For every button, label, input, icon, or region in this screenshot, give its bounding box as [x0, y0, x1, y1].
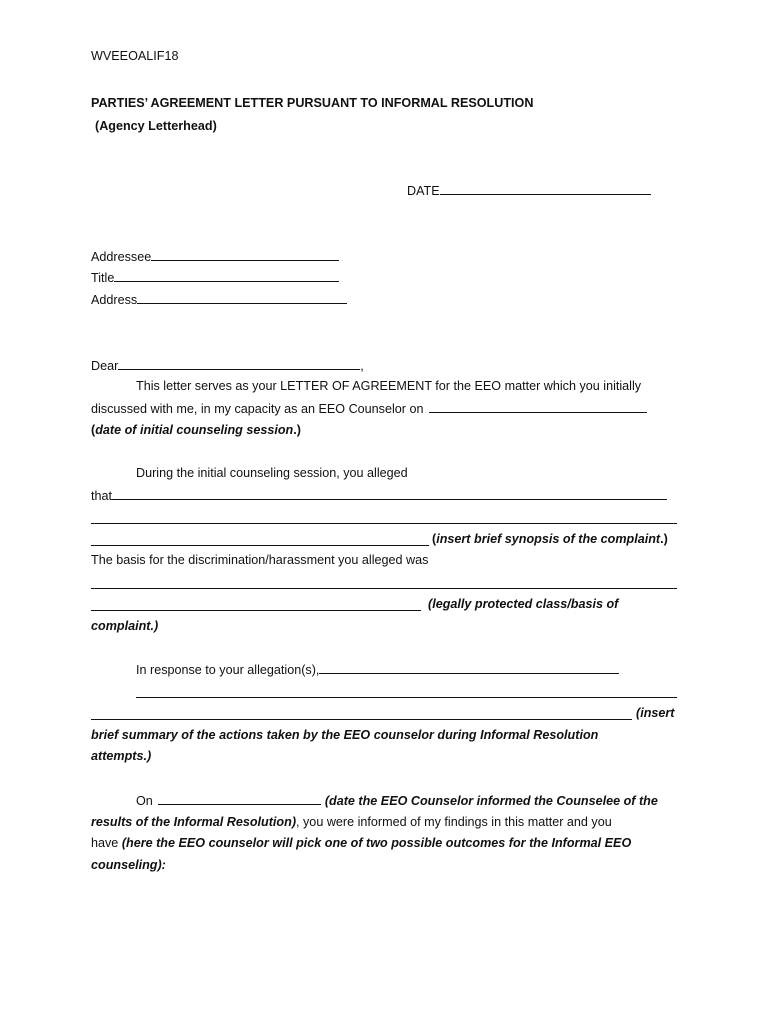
response-blank-1[interactable] — [319, 661, 619, 674]
title-line — [91, 269, 339, 286]
paragraph2-line1-text: During the initial counseling session — [136, 466, 337, 480]
response-note-line2: brief summary of the actions taken by the EEO counselor during Informal Resolution — [91, 728, 599, 742]
paragraph4-line1-text: In response to your allegation(s), — [136, 663, 320, 677]
dear-label: Dear — [91, 359, 119, 373]
basis-blank-2[interactable] — [91, 610, 421, 611]
addressee-label: Addressee — [91, 250, 152, 264]
paragraph3-line1: The basis for the discrimination/harassment you alleged was — [91, 553, 429, 567]
date-blank[interactable] — [440, 182, 651, 195]
that-label: that — [91, 489, 113, 503]
paragraph5-line4: counseling): — [91, 858, 166, 872]
paragraph1-open-paren: ( — [91, 423, 96, 437]
title-label: Title — [91, 271, 115, 285]
salutation-line — [91, 357, 364, 374]
findings-date-blank[interactable] — [158, 792, 321, 805]
paragraph2-line1-tail: , you alleged — [336, 466, 408, 480]
have-label: have — [91, 836, 119, 850]
paragraph1-instruction: date of initial counseling session — [95, 423, 294, 437]
address-label: Address — [91, 293, 138, 307]
outcome-instruction: (here the EEO counselor will pick one of two possible outcomes for the Informal EEO — [121, 836, 632, 850]
synopsis-instruction: insert brief synopsis of the complaint — [436, 532, 661, 546]
paragraph5-line1 — [136, 792, 658, 809]
paragraph5-line2-text: , you were informed of my findings in this matter and you — [296, 815, 612, 829]
letterhead-placeholder: (Agency Letterhead) — [95, 119, 217, 133]
paragraph1-line2 — [91, 400, 647, 417]
paragraph2-that-line — [91, 487, 667, 504]
date-label: DATE — [407, 184, 440, 198]
response-blank-3[interactable] — [91, 719, 632, 720]
date-line — [407, 182, 651, 199]
paragraph5-line3 — [91, 835, 631, 851]
basis-blank-1[interactable] — [91, 588, 677, 589]
addressee-blank[interactable] — [151, 248, 339, 261]
paragraph1-line3 — [91, 422, 301, 438]
address-line — [91, 291, 347, 308]
synopsis-close-paren: .) — [660, 532, 668, 546]
counseling-date-blank[interactable] — [429, 400, 647, 413]
paragraph5-line2 — [91, 814, 612, 830]
paragraph1-close-paren: .) — [293, 423, 301, 437]
title-blank[interactable] — [114, 269, 339, 282]
salutation-blank[interactable] — [118, 357, 360, 370]
allegation-blank-3[interactable] — [91, 545, 429, 546]
response-blank-2[interactable] — [136, 697, 677, 698]
response-note-line3: attempts.) — [91, 749, 152, 763]
basis-note-line1: (legally protected class/basis of — [428, 597, 619, 611]
paragraph4-line1 — [136, 661, 619, 678]
findings-date-instruction: (date the EEO Counselor informed the Counselee of the — [324, 794, 658, 808]
paragraph1-line1: This letter serves as your LETTER OF AGREEMENT for the EEO matter which you initially — [136, 379, 642, 393]
salutation-comma: , — [360, 359, 364, 373]
addressee-line — [91, 248, 339, 265]
synopsis-open-paren: ( — [432, 532, 437, 546]
response-note-line1: (insert — [636, 706, 675, 720]
synopsis-note — [432, 531, 668, 547]
document-title: PARTIES’ AGREEMENT LETTER PURSUANT TO INFORMAL RESOLUTION — [91, 96, 534, 110]
address-blank[interactable] — [137, 291, 347, 304]
allegation-blank-2[interactable] — [91, 523, 677, 524]
on-label: On — [136, 794, 153, 808]
paragraph1-line2-text: discussed with me, in my capacity as an EEO Counselor on — [91, 402, 424, 416]
allegation-blank-1[interactable] — [112, 487, 667, 500]
document-code: WVEEOALIF18 — [91, 49, 179, 63]
basis-note-line2: complaint.) — [91, 619, 159, 633]
findings-instruction-tail: results of the Informal Resolution) — [91, 815, 297, 829]
paragraph2-line1 — [136, 465, 408, 481]
